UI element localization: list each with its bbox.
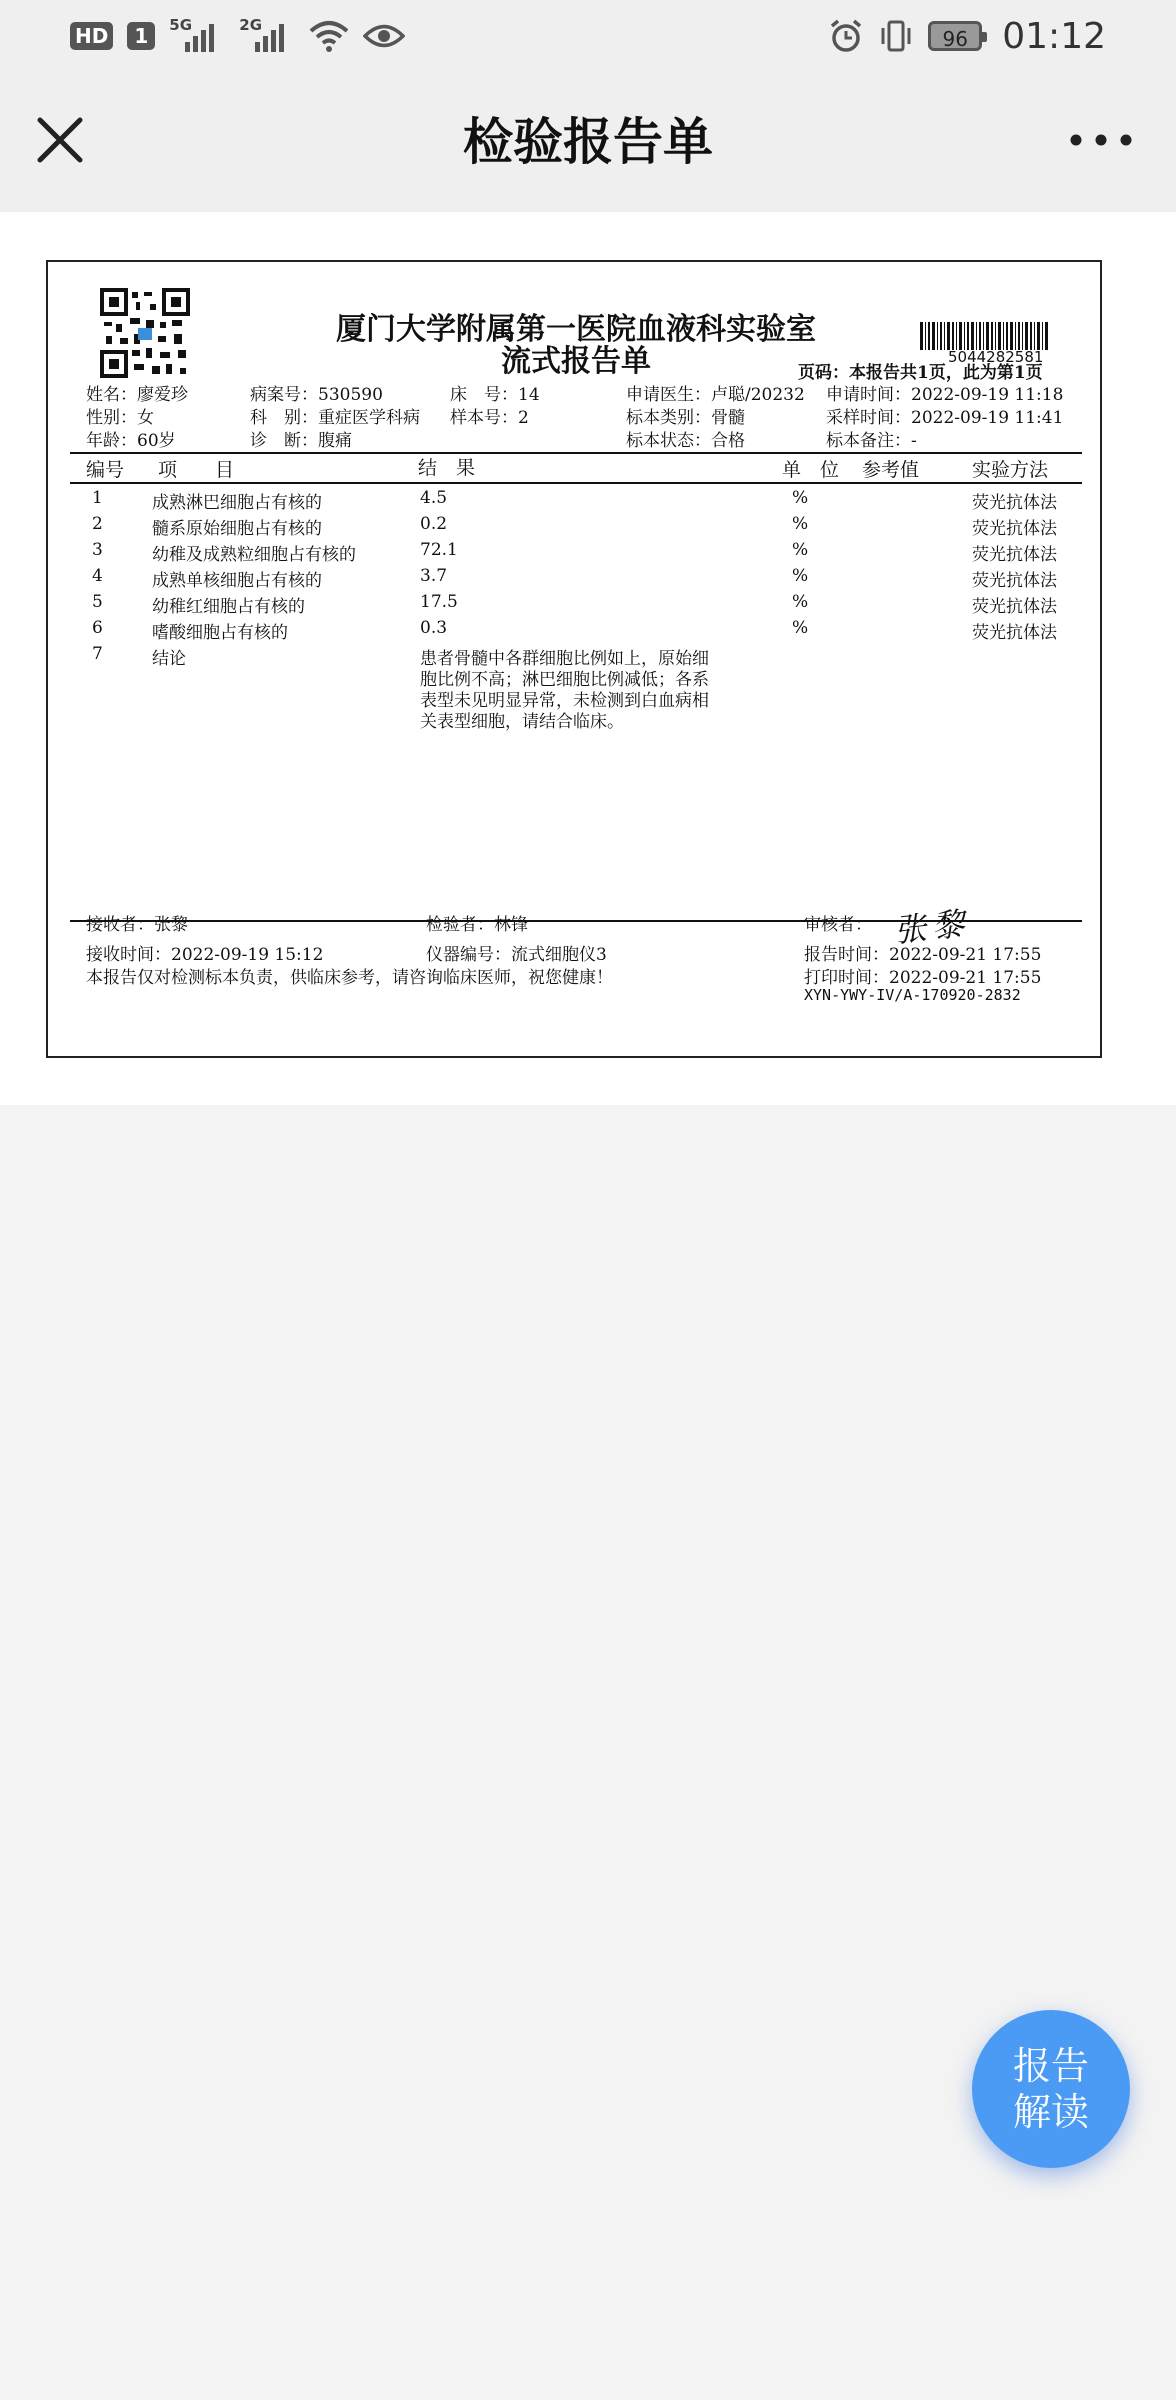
patient-age: 60岁 <box>137 431 176 451</box>
row-result: 72.1 <box>420 540 458 560</box>
row-unit: % <box>792 566 809 586</box>
report-interpret-label-1: 报告 <box>1012 2044 1089 2088</box>
row-method: 荧光抗体法 <box>972 597 1057 617</box>
row-result: 4.5 <box>420 488 448 508</box>
sample-no-label: 样本号： <box>450 408 518 428</box>
barcode-number: 5044282581 <box>948 348 1044 366</box>
table-row <box>48 618 1104 644</box>
row-result: 17.5 <box>420 592 458 612</box>
header-item: 项 目 <box>158 459 235 481</box>
table-row <box>48 514 1104 540</box>
conclusion-line-4: 关表型细胞，请结合临床。 <box>420 712 624 732</box>
report-document <box>46 260 1102 1058</box>
header-method: 实验方法 <box>972 459 1049 481</box>
row-unit: % <box>792 514 809 534</box>
row-no: 3 <box>92 540 103 560</box>
instrument-number: 流式细胞仪3 <box>511 945 607 965</box>
row-item: 成熟单核细胞占有核的 <box>152 571 322 591</box>
signal-5g-label: 5G <box>169 16 193 34</box>
sample-type: 骨髓 <box>711 408 745 428</box>
patient-sex: 女 <box>137 408 154 428</box>
row-no: 1 <box>92 488 103 508</box>
row-unit: % <box>792 488 809 508</box>
row-item: 幼稚红细胞占有核的 <box>152 597 305 617</box>
row-unit: % <box>792 592 809 612</box>
tester-label: 检验者： <box>426 915 494 935</box>
close-icon[interactable] <box>30 110 90 170</box>
row-result: 0.2 <box>420 514 448 534</box>
page-title: 检验报告单 <box>463 113 713 171</box>
row-method: 荧光抗体法 <box>972 623 1057 643</box>
case-number: 530590 <box>318 385 383 405</box>
table-row <box>48 540 1104 566</box>
department: 重症医学科病 <box>318 408 420 428</box>
row-result: 0.3 <box>420 618 448 638</box>
apply-time: 2022-09-19 11:18 <box>911 385 1064 405</box>
patient-info <box>48 380 1104 450</box>
hd-badge: HD <box>70 22 113 50</box>
row-item: 成熟淋巴细胞占有核的 <box>152 493 322 513</box>
wifi-icon <box>309 19 349 53</box>
report-footer <box>48 904 1104 1050</box>
signal-5g-icon <box>169 16 225 56</box>
sex-label: 性别： <box>86 408 137 428</box>
row-unit: % <box>792 618 809 638</box>
bed-number: 14 <box>518 385 540 405</box>
result-rows <box>48 488 1104 648</box>
conclusion-no: 7 <box>92 644 103 664</box>
table-header <box>48 454 1104 482</box>
patient-name: 廖爱珍 <box>137 385 188 405</box>
eye-icon <box>363 21 405 51</box>
vibrate-icon <box>878 18 914 54</box>
more-icon[interactable] <box>1066 120 1136 160</box>
instrument-label: 仪器编号： <box>426 945 511 965</box>
row-result: 3.7 <box>420 566 448 586</box>
table-row <box>48 592 1104 618</box>
row-method: 荧光抗体法 <box>972 571 1057 591</box>
conclusion-label: 结论 <box>152 649 186 669</box>
signal-2g-icon <box>239 16 295 56</box>
report-interpret-label-2: 解读 <box>1012 2090 1089 2134</box>
print-time: 2022-09-21 17:55 <box>889 968 1042 988</box>
print-time-label: 打印时间： <box>804 968 889 988</box>
row-method: 荧光抗体法 <box>972 493 1057 513</box>
collect-time-label: 采样时间： <box>826 408 911 428</box>
sample-remark: - <box>911 431 917 451</box>
dept-label: 科 别： <box>250 408 318 428</box>
row-item: 幼稚及成熟粒细胞占有核的 <box>152 545 356 565</box>
header-no: 编号 <box>86 459 125 481</box>
row-item: 髓系原始细胞占有核的 <box>152 519 322 539</box>
alarm-icon <box>828 18 864 54</box>
table-row <box>48 488 1104 514</box>
doctor-name: 卢聪/20232 <box>711 385 805 405</box>
diagnosis: 腹痛 <box>318 431 352 451</box>
clock: 01:12 <box>1002 15 1106 57</box>
reviewer-signature: 张黎 <box>892 904 973 950</box>
row-unit: % <box>792 540 809 560</box>
collect-time: 2022-09-19 11:41 <box>911 408 1064 428</box>
bed-label: 床 号： <box>450 385 518 405</box>
conclusion-line-2: 胞比例不高；淋巴细胞比例减低；各系 <box>420 670 709 690</box>
age-label: 年龄： <box>86 431 137 451</box>
reviewer-label: 审核者： <box>804 915 872 935</box>
name-label: 姓名： <box>86 385 137 405</box>
doctor-label: 申请医生： <box>626 385 711 405</box>
nav-bar <box>0 72 1176 212</box>
report-interpret-button[interactable] <box>972 2010 1130 2168</box>
row-method: 荧光抗体法 <box>972 545 1057 565</box>
conclusion-line-1: 患者骨髓中各群细胞比例如上，原始细 <box>420 649 709 669</box>
report-subtitle: 流式报告单 <box>501 344 651 379</box>
report-title: 厦门大学附属第一医院血液科实验室 <box>336 312 816 347</box>
apply-time-label: 申请时间： <box>826 385 911 405</box>
receive-time: 2022-09-19 15:12 <box>171 945 324 965</box>
header-unit: 单 位 <box>782 459 840 481</box>
receive-time-label: 接收时间： <box>86 945 171 965</box>
receiver-name: 张黎 <box>154 915 188 935</box>
row-method: 荧光抗体法 <box>972 519 1057 539</box>
disclaimer: 本报告仅对检测标本负责，供临床参考，请咨询临床医师，祝您健康！ <box>86 968 613 988</box>
report-time: 2022-09-21 17:55 <box>889 945 1042 965</box>
table-header-line <box>70 482 1082 484</box>
conclusion-row <box>48 644 1104 734</box>
row-no: 2 <box>92 514 103 534</box>
status-left <box>70 14 405 58</box>
report-time-label: 报告时间： <box>804 945 889 965</box>
remark-label: 标本备注： <box>826 431 911 451</box>
page-info: 页码：本报告共1页，此为第1页 <box>798 363 1043 383</box>
table-row <box>48 566 1104 592</box>
case-label: 病案号： <box>250 385 318 405</box>
document-code: XYN-YWY-IV/A-170920-2832 <box>804 986 1021 1004</box>
header-result: 结 果 <box>418 457 476 479</box>
sample-status: 合格 <box>711 431 745 451</box>
battery-icon: 96 <box>928 21 982 51</box>
conclusion-line-3: 表型未见明显异常，未检测到白血病相 <box>420 691 709 711</box>
tester-name: 林锋 <box>494 915 528 935</box>
row-no: 4 <box>92 566 103 586</box>
sim-badge: 1 <box>127 22 155 50</box>
signal-2g-label: 2G <box>239 16 263 34</box>
row-no: 5 <box>92 592 103 612</box>
sample-number: 2 <box>518 408 529 428</box>
receiver-label: 接收者： <box>86 915 154 935</box>
sample-type-label: 标本类别： <box>626 408 711 428</box>
report-viewer[interactable] <box>0 212 1176 1105</box>
row-no: 6 <box>92 618 103 638</box>
status-label: 标本状态： <box>626 431 711 451</box>
header-ref: 参考值 <box>862 459 920 481</box>
diagnosis-label: 诊 断： <box>250 431 318 451</box>
status-bar <box>0 0 1176 72</box>
status-right <box>828 14 1106 58</box>
row-item: 嗜酸细胞占有核的 <box>152 623 288 643</box>
